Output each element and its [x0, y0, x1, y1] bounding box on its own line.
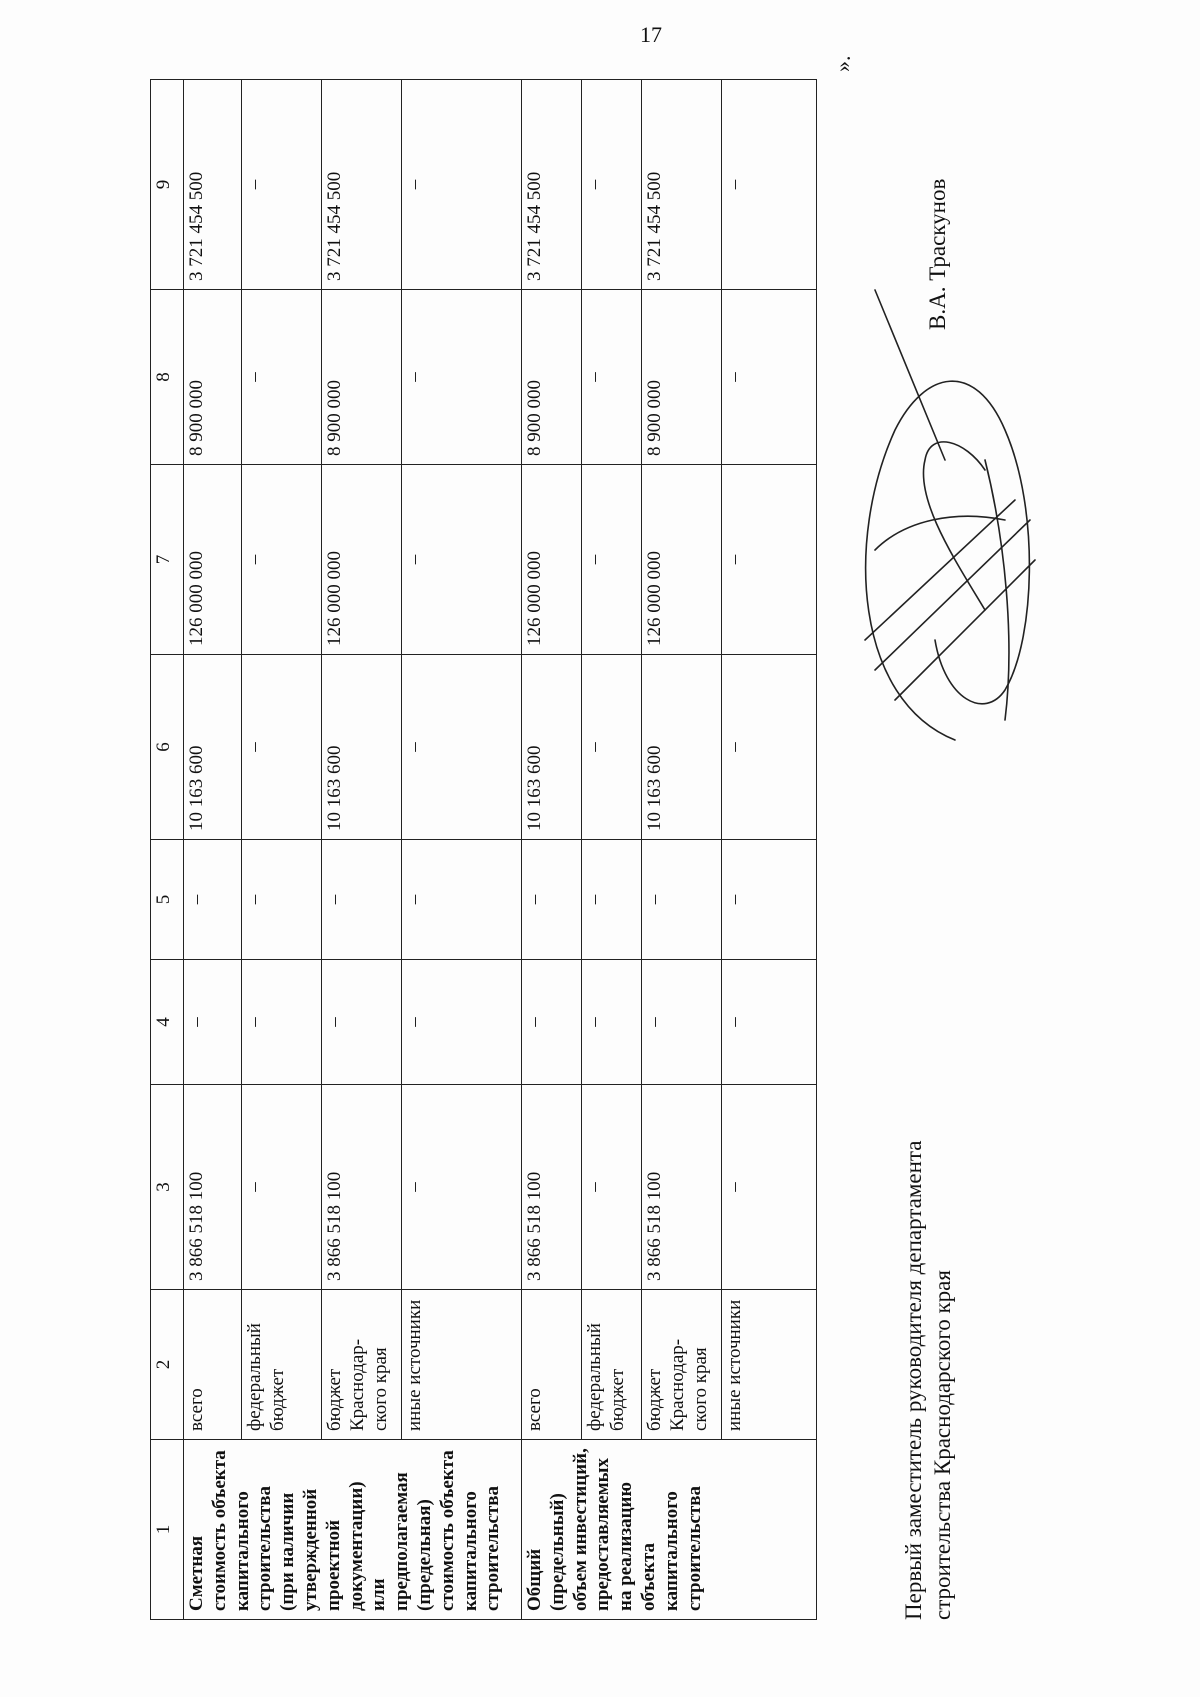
value-cell: – [582, 290, 642, 465]
value-cell: – [402, 80, 522, 290]
value-cell: 3 866 518 100 [322, 1085, 402, 1290]
handwritten-signature [835, 280, 1055, 760]
budget-table [150, 79, 817, 1620]
value-cell: – [402, 290, 522, 465]
value-cell: 126 000 000 [642, 465, 722, 655]
signer-title [900, 920, 958, 1620]
value-cell: 10 163 600 [522, 655, 582, 840]
value-cell: – [322, 840, 402, 960]
table-row [322, 80, 402, 1620]
value-cell: 3 721 454 500 [322, 80, 402, 290]
value-cell: 8 900 000 [322, 290, 402, 465]
value-cell: – [722, 290, 817, 465]
value-cell: – [722, 840, 817, 960]
value-cell: – [402, 1085, 522, 1290]
header-cell: 8 [151, 290, 184, 465]
value-cell: 8 900 000 [642, 290, 722, 465]
value-cell: 3 721 454 500 [184, 80, 242, 290]
value-cell: – [582, 1085, 642, 1290]
source-cell: всего [184, 1290, 242, 1440]
value-cell: – [582, 465, 642, 655]
table-header-row [151, 80, 184, 1620]
value-cell: – [242, 465, 322, 655]
value-cell: – [642, 960, 722, 1085]
group-title: Сметная стоимость объекта капитального строительства (при наличии утвержденной проектной документации) или предполагаемая (предельная) стоимость объекта капитального строительства [184, 1440, 522, 1620]
value-cell: – [242, 840, 322, 960]
value-cell: – [242, 1085, 322, 1290]
value-cell: – [402, 960, 522, 1085]
value-cell: 3 721 454 500 [642, 80, 722, 290]
table-row [722, 80, 817, 1620]
value-cell: – [402, 840, 522, 960]
value-cell: 126 000 000 [184, 465, 242, 655]
value-cell: – [582, 960, 642, 1085]
table-row [582, 80, 642, 1620]
page-number: 17 [640, 22, 662, 47]
value-cell: – [184, 960, 242, 1085]
value-cell: 3 721 454 500 [522, 80, 582, 290]
value-cell: – [582, 655, 642, 840]
value-cell: – [242, 290, 322, 465]
value-cell: – [522, 960, 582, 1085]
header-cell: 1 [151, 1440, 184, 1620]
header-cell: 7 [151, 465, 184, 655]
table-row [184, 80, 242, 1620]
header-cell: 9 [151, 80, 184, 290]
closing-quote: ». [830, 55, 855, 72]
value-cell: 10 163 600 [184, 655, 242, 840]
value-cell: – [402, 655, 522, 840]
value-cell: – [322, 960, 402, 1085]
table-row [242, 80, 322, 1620]
signer-name: В.А. Траскунов [925, 178, 950, 330]
table-row [642, 80, 722, 1620]
source-cell: иные источники [402, 1290, 522, 1440]
source-cell: федеральный бюджет [242, 1290, 322, 1440]
value-cell: – [642, 840, 722, 960]
signer-title-line: Первый заместитель руководителя департамента [901, 1140, 926, 1620]
value-cell: – [722, 655, 817, 840]
value-cell: – [722, 1085, 817, 1290]
header-cell: 2 [151, 1290, 184, 1440]
source-cell: федеральный бюджет [582, 1290, 642, 1440]
value-cell: – [242, 655, 322, 840]
value-cell: 8 900 000 [522, 290, 582, 465]
value-cell: 126 000 000 [522, 465, 582, 655]
value-cell: – [242, 960, 322, 1085]
value-cell: – [242, 80, 322, 290]
header-cell: 3 [151, 1085, 184, 1290]
value-cell: – [722, 960, 817, 1085]
value-cell: 10 163 600 [322, 655, 402, 840]
value-cell: 3 866 518 100 [642, 1085, 722, 1290]
value-cell: – [722, 80, 817, 290]
source-cell: иные источники [722, 1290, 817, 1440]
value-cell: 3 866 518 100 [184, 1085, 242, 1290]
source-cell: бюджет Краснодар-ского края [322, 1290, 402, 1440]
header-cell: 4 [151, 960, 184, 1085]
value-cell: – [722, 465, 817, 655]
source-cell: всего [522, 1290, 582, 1440]
value-cell: 10 163 600 [642, 655, 722, 840]
rotated-content [150, 55, 1200, 1620]
value-cell: – [522, 840, 582, 960]
value-cell: – [582, 840, 642, 960]
value-cell: – [582, 80, 642, 290]
value-cell: – [402, 465, 522, 655]
value-cell: 8 900 000 [184, 290, 242, 465]
table-row [522, 80, 582, 1620]
source-cell: бюджет Краснодар-ского края [642, 1290, 722, 1440]
group-title: Общий (предельный) объем инвестиций, предоставляемых на реализацию объекта капитального строительства [522, 1440, 817, 1620]
table-row [402, 80, 522, 1620]
value-cell: 3 866 518 100 [522, 1085, 582, 1290]
value-cell: 126 000 000 [322, 465, 402, 655]
value-cell: – [184, 840, 242, 960]
header-cell: 5 [151, 840, 184, 960]
signer-title-line: строительства Краснодарского края [929, 1270, 955, 1620]
header-cell: 6 [151, 655, 184, 840]
